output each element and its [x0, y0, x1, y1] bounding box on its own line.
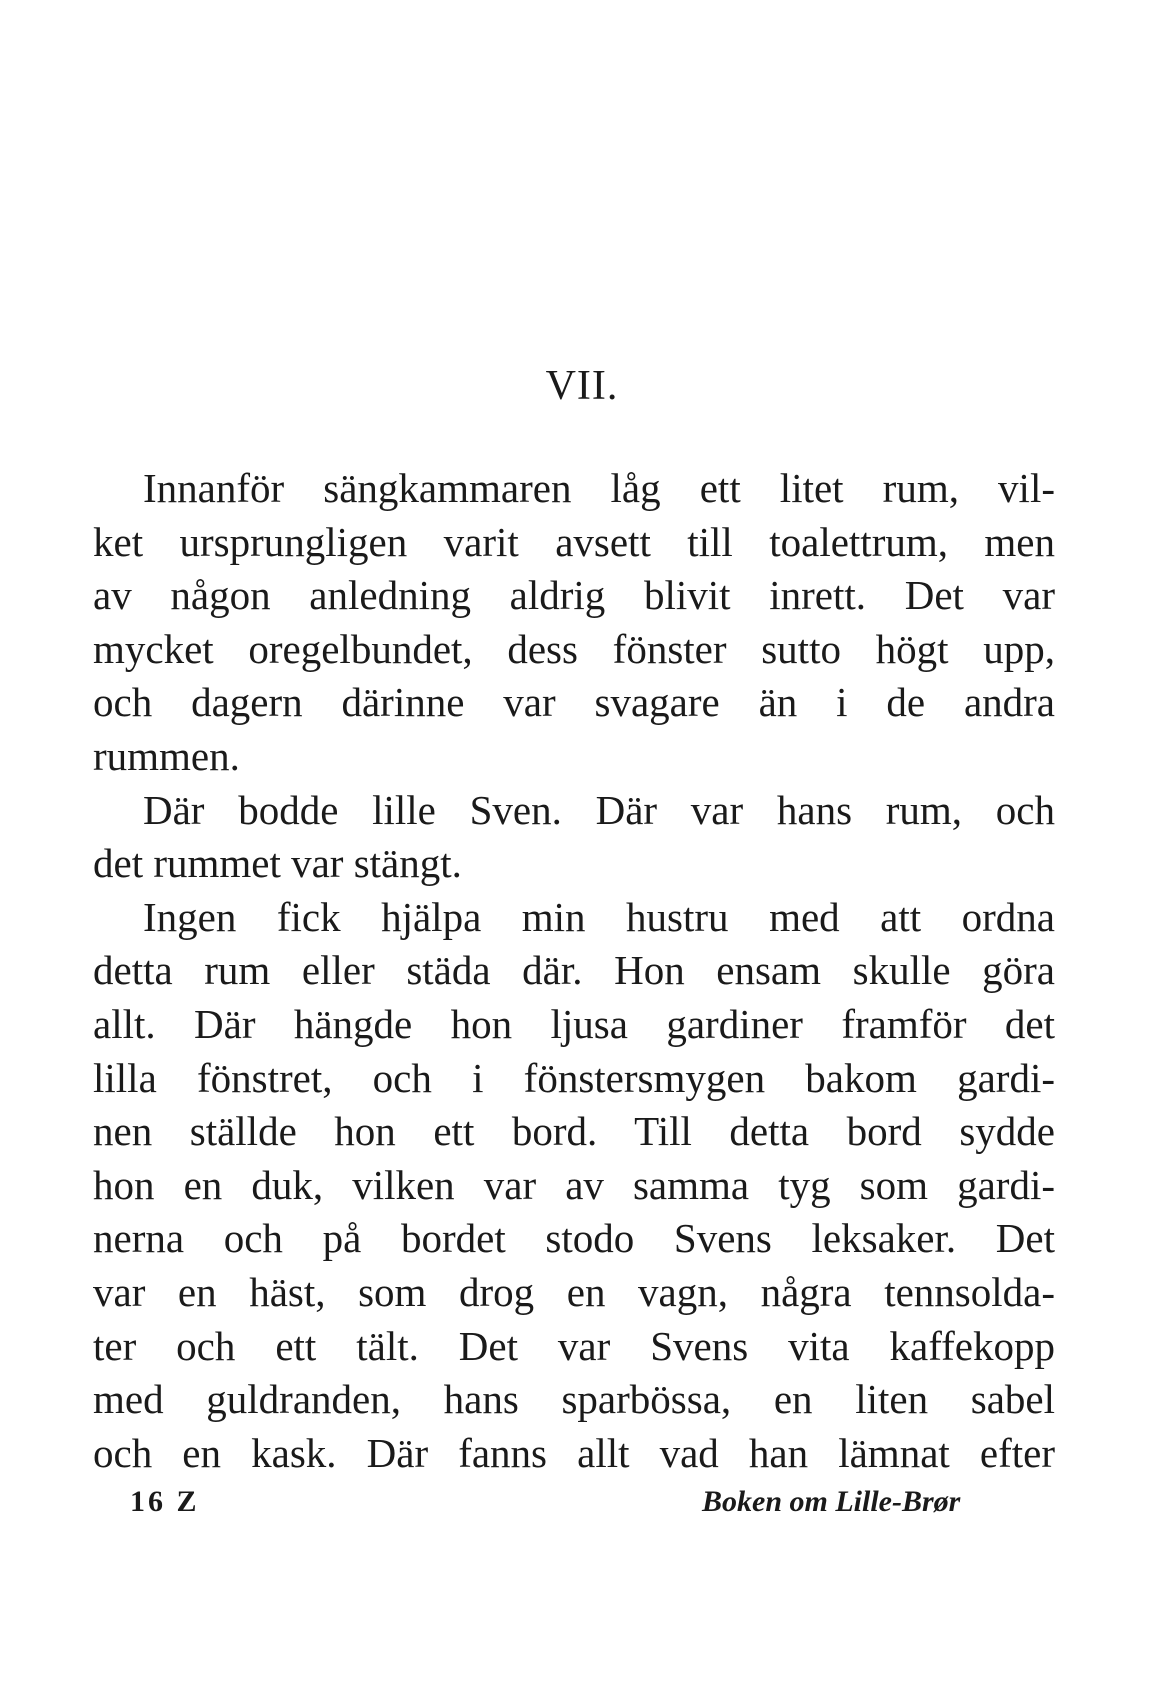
text-line: och dagern därinne var svagare än i de andra — [93, 679, 1055, 726]
text-line: Innanför sängkammaren låg ett litet rum, vil- — [143, 465, 1055, 511]
signature-mark: 16 Z — [130, 1485, 200, 1518]
text-line: det rummet var stängt. — [93, 840, 462, 887]
text-line: allt. Där hängde hon ljusa gardiner framför det — [93, 1000, 1055, 1047]
chapter-heading: VII. — [545, 363, 619, 409]
text-line: hon en duk, vilken var av samma tyg som gardi- — [93, 1161, 1055, 1208]
running-title: Boken om Lille-Brør — [702, 1485, 961, 1518]
body-text — [93, 462, 1055, 1480]
text-line: ter och ett tält. Det var Svens vita kaffekopp — [93, 1322, 1055, 1369]
text-line: ket ursprungligen varit avsett till toalettrum, men — [93, 518, 1055, 565]
text-line: Ingen fick hjälpa min hustru med att ordna — [143, 893, 1055, 940]
text-line: och en kask. Där fanns allt vad han lämnat efter — [93, 1429, 1055, 1476]
text-line: var en häst, som drog en vagn, några tennsolda- — [93, 1268, 1055, 1315]
text-line: rummen. — [93, 732, 240, 779]
text-line: detta rum eller städa där. Hon ensam skulle göra — [93, 947, 1055, 994]
text-line: nen ställde hon ett bord. Till detta bord sydde — [93, 1108, 1055, 1155]
text-line: Där bodde lille Sven. Där var hans rum, och — [143, 786, 1055, 833]
text-line: med guldranden, hans sparbössa, en liten sabel — [93, 1376, 1055, 1423]
text-line: av någon anledning aldrig blivit inrett. Det var — [93, 572, 1055, 619]
text-line: nerna och på bordet stodo Svens leksaker. Det — [93, 1215, 1055, 1262]
text-line: mycket oregelbundet, dess fönster sutto högt upp, — [93, 625, 1055, 672]
text-line: lilla fönstret, och i fönstersmygen bakom gardi- — [93, 1054, 1055, 1101]
